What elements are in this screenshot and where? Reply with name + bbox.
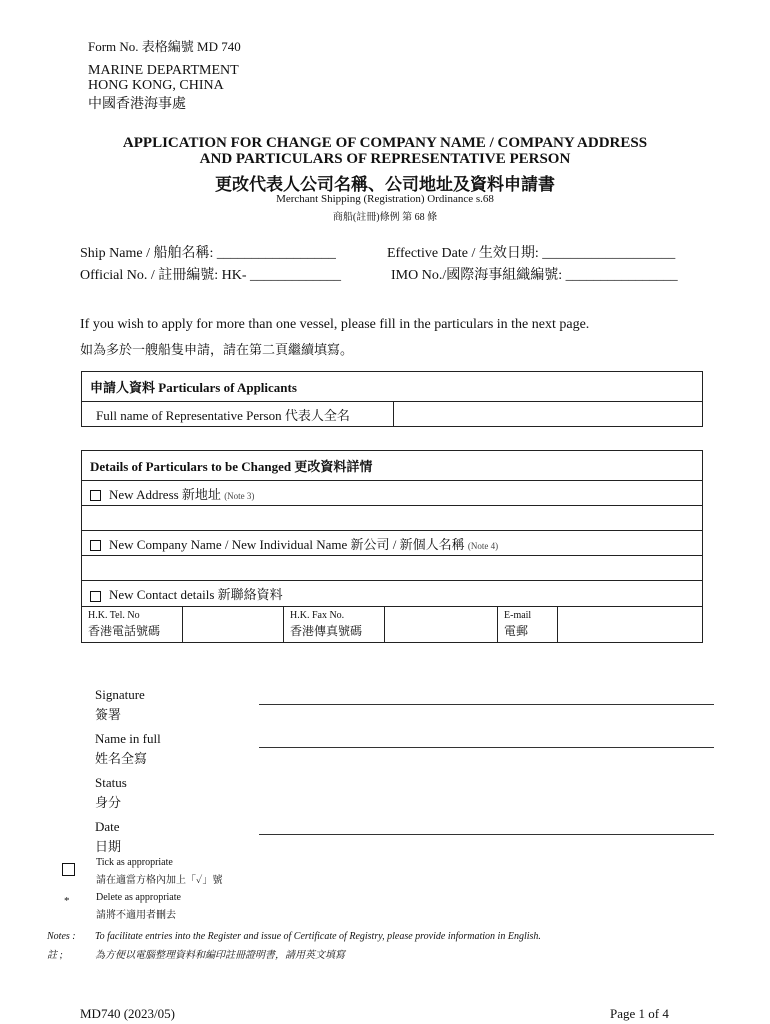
department-name-zh: 中國香港海事處 [88, 97, 186, 112]
email-label-en: E-mail [504, 610, 532, 621]
notes-text-zh: 為方便以電腦整理資料和編印註冊證明書，請用英文填寫 [95, 950, 345, 961]
new-contact-checkbox[interactable] [90, 591, 101, 602]
name-line[interactable] [259, 747, 714, 748]
fax-label-zh: 香港傳真號碼 [290, 624, 363, 638]
date-label-zh: 日期 [95, 839, 122, 854]
delete-legend-zh: 請將不適用者刪去 [96, 910, 176, 921]
tel-label-zh: 香港電話號碼 [88, 624, 161, 638]
details-table [81, 450, 703, 643]
ship-name-field[interactable]: Ship Name / 船舶名稱: _________________ [80, 246, 336, 261]
form-title-line2: AND PARTICULARS OF REPRESENTATIVE PERSON [199, 151, 571, 167]
instruction-zh: 如為多於一艘船隻申請，請在第二頁繼續填寫。 [80, 342, 354, 357]
new-address-checkbox[interactable] [90, 490, 101, 501]
imo-no-field[interactable]: IMO No./國際海事組織編號: ________________ [391, 268, 678, 283]
notes-label: Notes : [47, 931, 76, 942]
department-location: HONG KONG, CHINA [88, 78, 224, 93]
status-label-zh: 身分 [95, 795, 122, 810]
tick-legend-en: Tick as appropriate [96, 857, 173, 868]
department-name: MARINE DEPARTMENT [88, 63, 239, 78]
new-address-input[interactable] [82, 506, 703, 531]
new-address-row [82, 481, 703, 506]
delete-legend-symbol: * [64, 895, 70, 907]
form-title-line1: APPLICATION FOR CHANGE OF COMPANY NAME / COMPANY ADDRESS [122, 135, 648, 151]
email-input[interactable] [558, 607, 703, 643]
signature-line[interactable] [259, 704, 714, 705]
details-heading: Details of Particulars to be Changed 更改資料詳情 [82, 451, 703, 481]
applicants-heading: 申請人資料 Particulars of Applicants [82, 372, 703, 402]
notes-text: To facilitate entries into the Register and issue of Certificate of Registry, please provide information in English. [95, 931, 541, 942]
name-label-zh: 姓名全寫 [95, 751, 148, 766]
new-company-note: (Note 4) [467, 540, 499, 551]
tel-label [82, 607, 183, 643]
tick-legend-checkbox [62, 863, 75, 876]
page-number: Page 1 of 4 [610, 1006, 669, 1021]
tel-label-en: H.K. Tel. No [88, 610, 140, 621]
official-no-field[interactable]: Official No. / 註冊編號: HK- _____________ [80, 268, 342, 283]
tick-legend-zh: 請在適當方格內加上「✓」號 [96, 875, 223, 886]
fax-label [284, 607, 385, 643]
new-contact-row [82, 581, 703, 607]
form-title-zh: 更改代表人公司名稱、公司地址及資料申請書 [215, 175, 555, 194]
applicants-table [81, 371, 703, 427]
tel-input[interactable] [183, 607, 284, 643]
email-label-zh: 電郵 [504, 624, 529, 638]
instruction-en: If you wish to apply for more than one vessel, please fill in the particulars in the next page. [80, 317, 590, 332]
new-company-row [82, 531, 703, 556]
fax-label-en: H.K. Fax No. [290, 610, 345, 621]
full-name-input[interactable] [394, 402, 703, 427]
new-contact-label: New Contact details 新聯絡資料 [109, 587, 283, 602]
delete-legend-en: Delete as appropriate [96, 892, 181, 903]
form-number: Form No. 表格編號 MD 740 [88, 39, 241, 54]
new-company-label: New Company Name / New Individual Name 新公司 / 新個人名稱 [109, 536, 465, 552]
full-name-label: Full name of Representative Person 代表人全名 [82, 402, 394, 427]
form-code: MD740 (2023/05) [80, 1006, 175, 1021]
date-line[interactable] [259, 834, 714, 835]
ordinance-reference: Merchant Shipping (Registration) Ordinance s.68 [276, 193, 494, 205]
status-label: Status [95, 775, 127, 790]
signature-label: Signature [95, 687, 145, 702]
new-address-label: New Address 新地址 [109, 486, 221, 502]
date-label: Date [95, 819, 120, 834]
ordinance-reference-zh: 商船(註冊)條例 第 68 條 [332, 212, 438, 223]
effective-date-field[interactable]: Effective Date / 生效日期: ___________________ [387, 246, 676, 261]
email-label [498, 607, 558, 643]
new-address-note: (Note 3) [224, 490, 255, 501]
signature-label-zh: 簽署 [95, 707, 122, 722]
notes-label-zh: 註 ; [47, 950, 63, 961]
new-company-checkbox[interactable] [90, 540, 101, 551]
fax-input[interactable] [385, 607, 498, 643]
new-company-input[interactable] [82, 556, 703, 581]
name-label: Name in full [95, 731, 161, 746]
